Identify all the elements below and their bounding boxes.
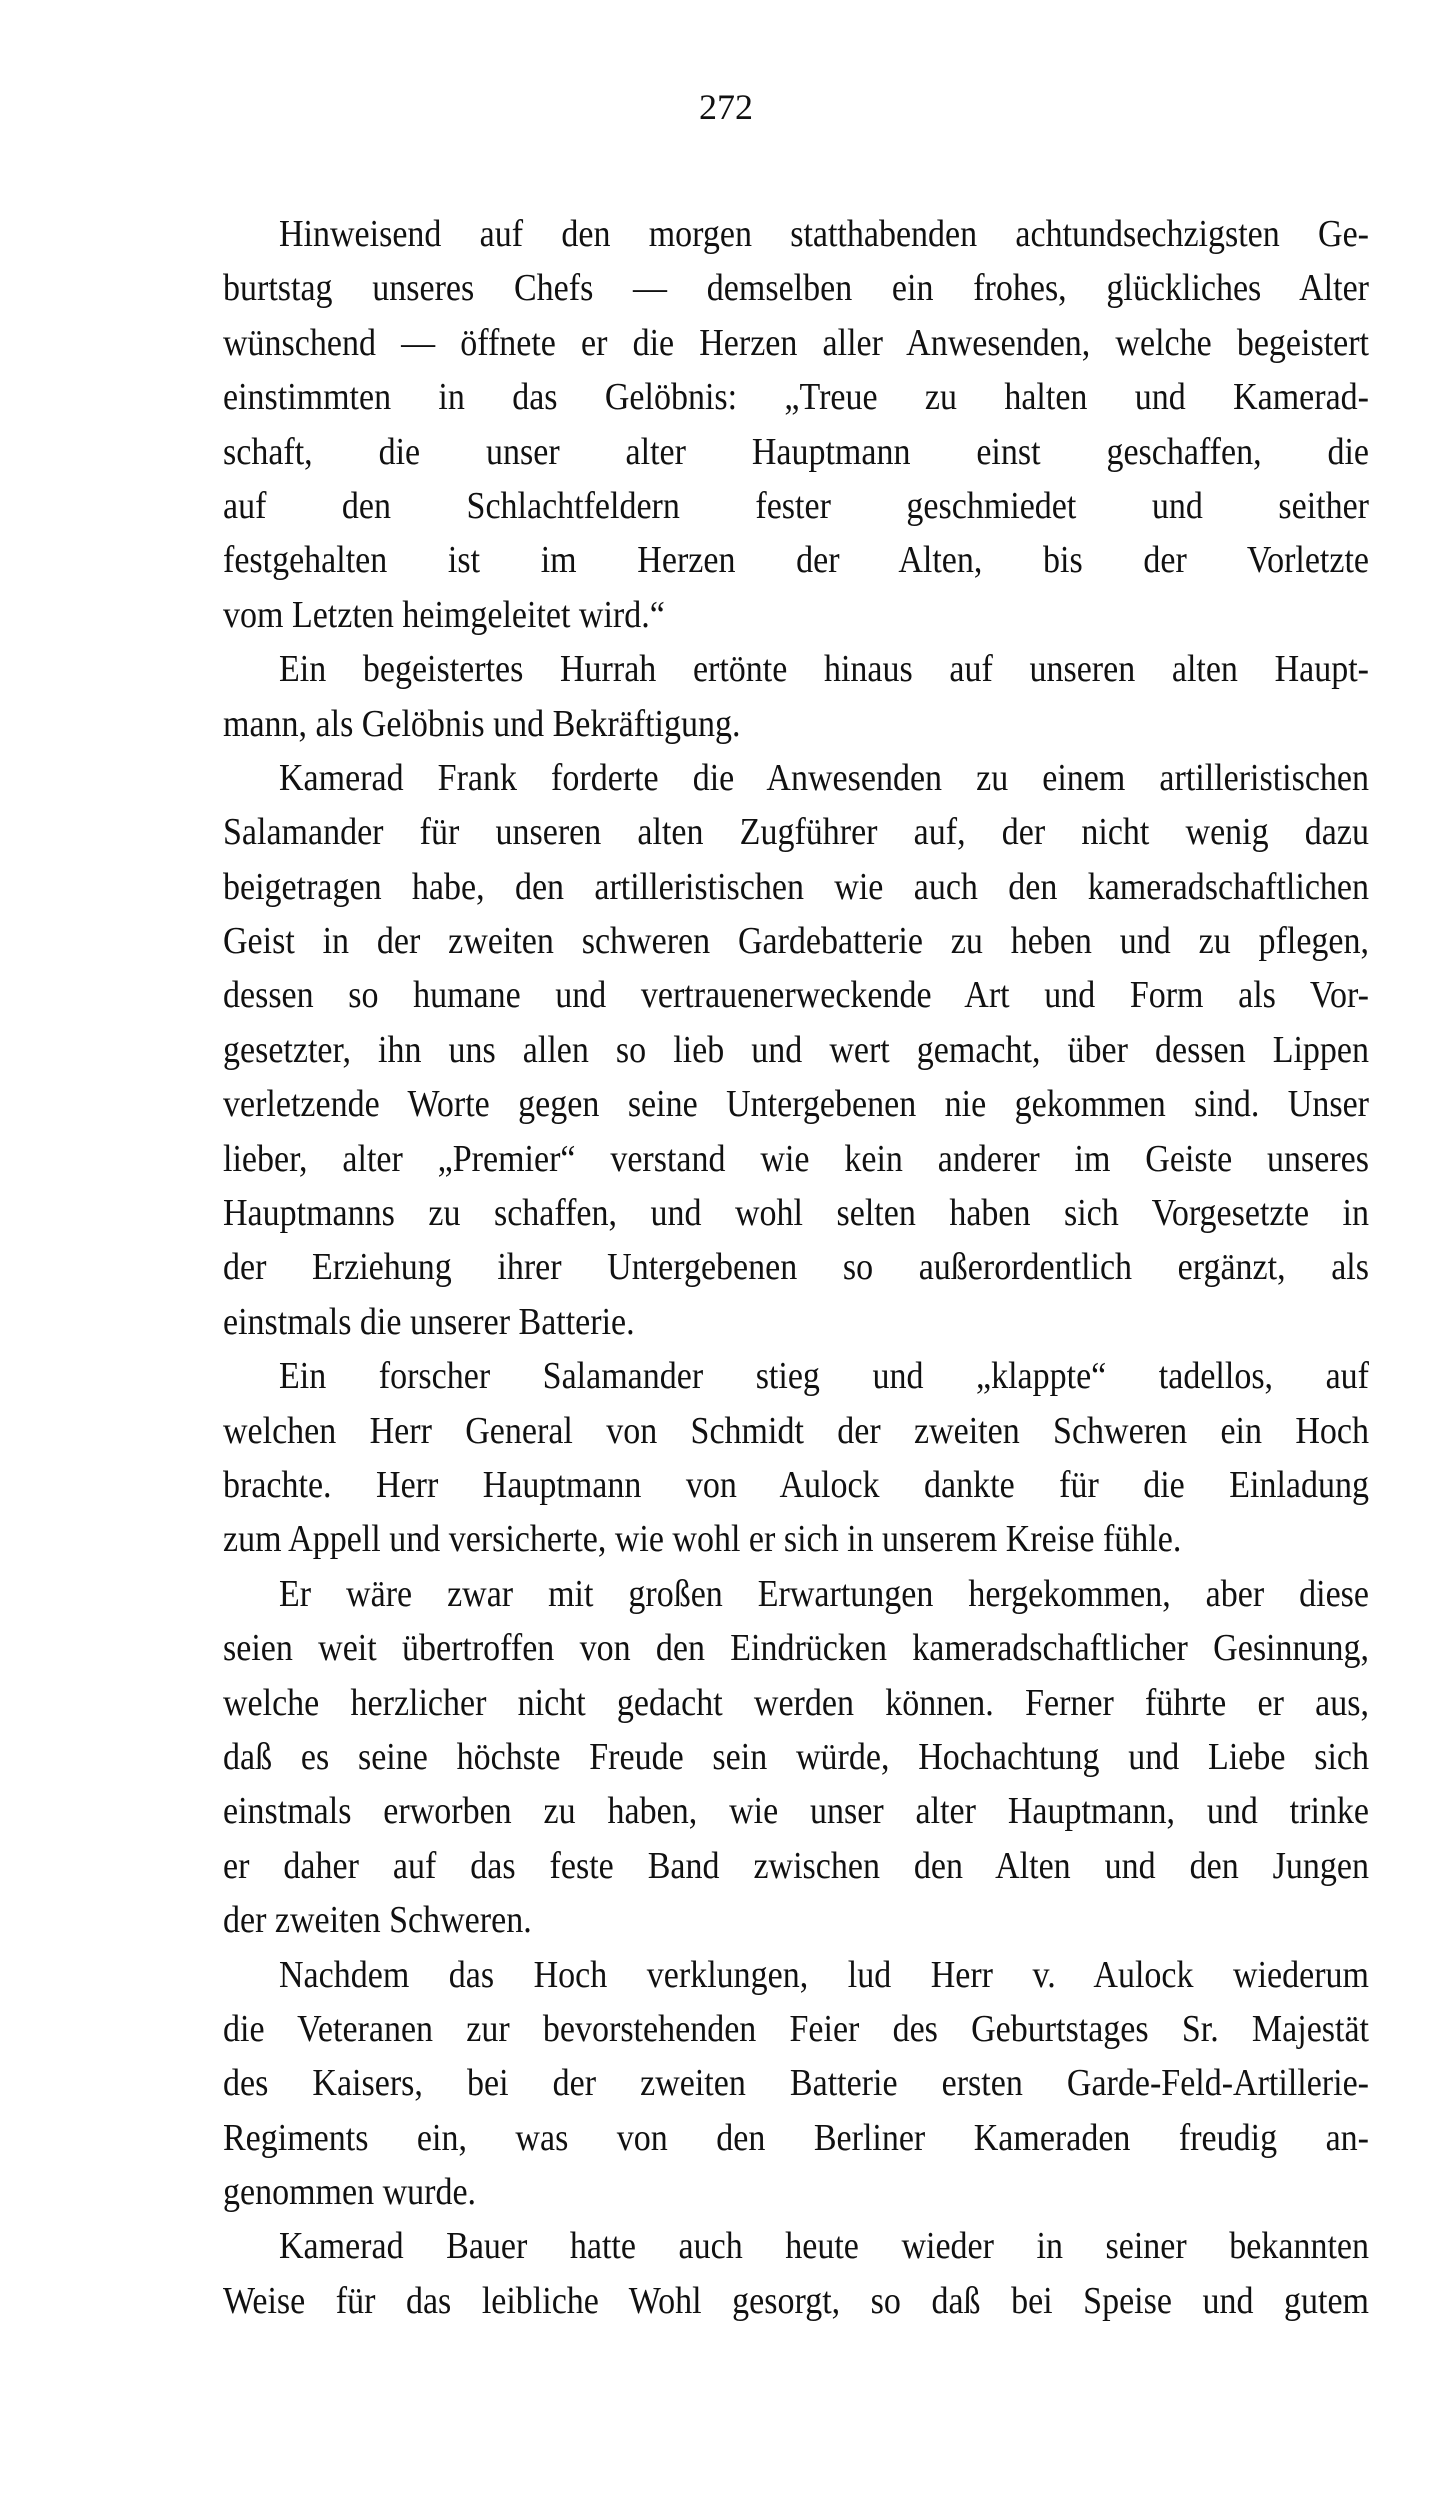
text-line: Ein begeistertes Hurrah ertönte hinaus auf unseren alten Haupt- — [279, 648, 1369, 691]
text-line: er daher auf das feste Band zwischen den Alten und den Jungen — [223, 1845, 1369, 1887]
text-line: auf den Schlachtfeldern fester geschmiedet und seither — [223, 485, 1369, 528]
text-line: Ein forscher Salamander stieg und „klappte“ tadellos, auf — [279, 1355, 1369, 1398]
text-line: schaft, die unser alter Hauptmann einst geschaffen, die — [223, 431, 1369, 473]
text-line: brachte. Herr Hauptmann von Aulock dankte für die Einladung — [223, 1464, 1369, 1507]
text-line: mann, als Gelöbnis und Bekräftigung. — [223, 703, 741, 745]
text-line: der Erziehung ihrer Untergebenen so außerordentlich ergänzt, als — [223, 1247, 1369, 1289]
text-line: Weise für das leibliche Wohl gesorgt, so daß bei Speise und gutem — [223, 2280, 1369, 2322]
text-line: einstmals die unserer Batterie. — [223, 1301, 635, 1343]
text-line: wünschend — öffnete er die Herzen aller Anwesenden, welche begeistert — [223, 322, 1369, 364]
text-line: Regiments ein, was von den Berliner Kameraden freudig an- — [223, 2117, 1369, 2159]
text-line: Kamerad Frank forderte die Anwesenden zu einem artilleristischen — [279, 757, 1369, 800]
text-line: Er wäre zwar mit großen Erwartungen hergekommen, aber diese — [279, 1573, 1369, 1615]
text-line: des Kaisers, bei der zweiten Batterie ersten Garde-Feld-Artillerie- — [223, 2062, 1369, 2105]
body-text — [223, 208, 1369, 2329]
text-line: genommen wurde. — [223, 2171, 477, 2214]
text-line: gesetzter, ihn uns allen so lieb und wert gemacht, über dessen Lippen — [223, 1029, 1369, 1071]
text-line: Hinweisend auf den morgen statthabenden achtundsechzigsten Ge- — [279, 213, 1369, 256]
text-line: Salamander für unseren alten Zugführer auf, der nicht wenig dazu — [223, 811, 1369, 854]
text-line: der zweiten Schweren. — [223, 1899, 532, 1942]
text-line: daß es seine höchste Freude sein würde, Hochachtung und Liebe sich — [223, 1736, 1369, 1779]
paragraph — [223, 752, 1369, 1350]
paragraph — [223, 1350, 1369, 1568]
text-line: einstmals erworben zu haben, wie unser alter Hauptmann, und trinke — [223, 1791, 1369, 1833]
paragraph — [223, 1949, 1369, 2221]
text-line: Hauptmanns zu schaffen, und wohl selten haben sich Vorgesetzte in — [223, 1192, 1369, 1235]
text-line: welchen Herr General von Schmidt der zweiten Schweren ein Hoch — [223, 1410, 1369, 1452]
text-line: verletzende Worte gegen seine Untergebenen nie gekommen sind. Unser — [223, 1083, 1369, 1126]
paragraph — [223, 2220, 1369, 2329]
text-line: zum Appell und versicherte, wie wohl er sich in unserem Kreise fühle. — [223, 1519, 1182, 1561]
text-line: welche herzlicher nicht gedacht werden können. Ferner führte er aus, — [223, 1682, 1369, 1724]
text-line: Kamerad Bauer hatte auch heute wieder in seiner bekannten — [279, 2226, 1369, 2268]
text-line: burtstag unseres Chefs — demselben ein frohes, glückliches Alter — [223, 268, 1369, 310]
text-line: vom Letzten heimgeleitet wird.“ — [223, 594, 665, 636]
text-line: festgehalten ist im Herzen der Alten, bis der Vorletzte — [223, 540, 1369, 582]
page-number: 272 — [699, 87, 753, 127]
text-line: lieber, alter „Premier“ verstand wie kein anderer im Geiste unseres — [223, 1138, 1369, 1180]
paragraph — [223, 1568, 1369, 1949]
text-line: beigetragen habe, den artilleristischen wie auch den kameradschaftlichen — [223, 866, 1369, 908]
text-line: Geist in der zweiten schweren Gardebatterie zu heben und zu pflegen, — [223, 920, 1369, 963]
text-line: die Veteranen zur bevorstehenden Feier des Geburtstages Sr. Majestät — [223, 2008, 1369, 2051]
paragraph — [223, 643, 1369, 752]
text-line: seien weit übertroffen von den Eindrücken kameradschaftlicher Gesinnung, — [223, 1627, 1369, 1670]
paragraph — [223, 208, 1369, 643]
text-line: Nachdem das Hoch verklungen, lud Herr v. Aulock wiederum — [279, 1954, 1369, 1996]
text-line: einstimmten in das Gelöbnis: „Treue zu halten und Kamerad- — [223, 376, 1369, 419]
text-line: dessen so humane und vertrauenerweckende Art und Form als Vor- — [223, 975, 1369, 1017]
